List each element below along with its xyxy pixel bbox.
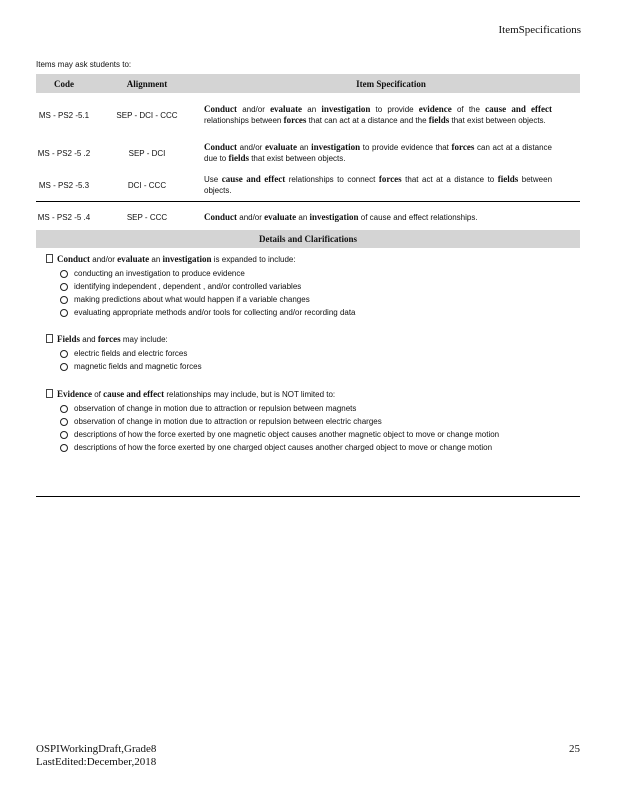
- key-term: Conduct: [204, 104, 238, 114]
- key-term: evaluate: [117, 254, 150, 264]
- row-alignment: DCI - CCC: [92, 169, 202, 202]
- col-header-code: Code: [36, 74, 92, 93]
- intro-text: Items may ask students to:: [36, 60, 132, 69]
- row-code: MS - PS2 -5 .4: [37, 212, 91, 222]
- key-term: Fields: [57, 334, 81, 344]
- circle-bullet-icon: [60, 405, 68, 413]
- row-alignment: SEP - CCC: [126, 212, 168, 222]
- key-term: investigation: [321, 104, 371, 114]
- key-term: cause and effect: [103, 389, 165, 399]
- key-term: Conduct: [204, 211, 238, 222]
- circle-bullet-icon: [60, 296, 68, 304]
- list-item: conducting an investigation to produce evidence: [60, 267, 566, 280]
- text-run: and/or: [237, 212, 265, 222]
- text-run: that act at a distance to: [401, 175, 498, 184]
- key-term: Conduct: [57, 254, 91, 264]
- page-header: ItemSpecifications: [498, 24, 581, 36]
- row-alignment: SEP - DCI: [128, 148, 166, 158]
- text-run: an: [296, 212, 310, 222]
- key-term: fields: [497, 174, 519, 184]
- key-term: Conduct: [204, 142, 238, 152]
- text-run: between objects.: [204, 175, 553, 195]
- text-run: can act at a distance due to: [204, 143, 552, 163]
- details-section-fields-forces: [46, 334, 566, 373]
- details-section-investigation: [46, 254, 566, 319]
- checkbox-bullet-icon: [46, 334, 53, 343]
- circle-bullet-icon: [60, 350, 68, 358]
- list-item: observation of change in motion due to attraction or repulsion between magnets: [60, 402, 566, 415]
- text-run: and/or: [237, 143, 265, 152]
- col-header-spec: Item Specification: [202, 74, 580, 93]
- details-title: Details and Clarifications: [36, 230, 580, 248]
- section-heading: [46, 334, 566, 344]
- key-term: forces: [451, 142, 475, 152]
- text-run: to provide: [370, 105, 419, 114]
- text-run: to provide evidence that: [360, 143, 452, 152]
- key-term: investigation: [311, 142, 361, 152]
- text-run: and/or: [90, 255, 118, 264]
- footer-draft-label: OSPIWorkingDraft,Grade8: [36, 743, 157, 755]
- text-run: relationships may include, but is NOT limited to:: [164, 390, 336, 399]
- text-run: an: [149, 255, 163, 264]
- circle-bullet-icon: [60, 270, 68, 278]
- list-item: descriptions of how the force exerted by one magnetic object causes another magnetic object to move or change motion: [60, 428, 566, 441]
- key-term: forces: [283, 115, 307, 125]
- list-item: magnetic fields and magnetic forces: [60, 360, 566, 373]
- text-run: relationships between: [204, 116, 284, 125]
- table-row: [36, 93, 580, 137]
- text-run: of: [92, 390, 104, 399]
- checkbox-bullet-icon: [46, 389, 53, 398]
- text-run: relationships to connect: [285, 175, 379, 184]
- list-item: making predictions about what would happen if a variable changes: [60, 293, 566, 306]
- row-code: MS - PS2 -5.3: [36, 169, 92, 202]
- row-spec: [202, 93, 580, 137]
- text-run: may include:: [120, 335, 168, 344]
- item-spec-table: [36, 74, 580, 232]
- row-spec: [202, 202, 580, 233]
- text-run: an: [296, 143, 312, 152]
- text-run: is expanded to include:: [211, 255, 296, 264]
- key-term: Evidence: [57, 389, 92, 399]
- text-run: an: [302, 105, 322, 114]
- text-run: and: [80, 335, 98, 344]
- row-spec: [202, 169, 580, 202]
- row-spec: [202, 137, 580, 169]
- circle-bullet-icon: [60, 309, 68, 317]
- row-code: MS - PS2 -5 .2: [37, 148, 91, 158]
- key-term: evaluate: [264, 142, 297, 152]
- text-run: of cause and effect relationships.: [358, 212, 478, 222]
- text-run: and/or: [237, 105, 271, 114]
- text-run: of the: [451, 105, 486, 114]
- text-run: Use: [204, 175, 222, 184]
- col-header-alignment: Alignment: [92, 74, 202, 93]
- section-heading: [46, 389, 566, 399]
- text-run: that can act at a distance and the: [306, 116, 429, 125]
- text-run: that exist between objects.: [449, 116, 546, 125]
- list-item: observation of change in motion due to attraction or repulsion between electric charges: [60, 415, 566, 428]
- page-footer: [36, 743, 156, 769]
- footer-edited-label: LastEdited:December,2018: [36, 756, 157, 768]
- key-term: forces: [378, 174, 402, 184]
- key-term: investigation: [162, 254, 212, 264]
- page-number: 25: [569, 743, 580, 755]
- key-term: fields: [428, 115, 450, 125]
- key-term: investigation: [309, 211, 359, 222]
- list-item: electric fields and electric forces: [60, 347, 566, 360]
- section-divider: [36, 496, 580, 497]
- list-item: descriptions of how the force exerted by one charged object causes another charged object to move or change motion: [60, 441, 566, 454]
- circle-bullet-icon: [60, 418, 68, 426]
- row-alignment: SEP - DCI - CCC: [116, 110, 178, 120]
- section-heading: [46, 254, 566, 264]
- row-code: MS - PS2 -5.1: [38, 110, 90, 120]
- details-section-evidence: [46, 389, 566, 454]
- circle-bullet-icon: [60, 431, 68, 439]
- key-term: evaluate: [264, 211, 297, 222]
- table-row: [36, 169, 580, 202]
- key-term: cause and effect: [485, 104, 553, 114]
- text-run: that exist between objects.: [248, 154, 346, 163]
- list-item: evaluating appropriate methods and/or tools for collecting and/or recording data: [60, 306, 566, 319]
- key-term: forces: [97, 334, 121, 344]
- key-term: evidence: [418, 104, 452, 114]
- key-term: cause and effect: [221, 174, 286, 184]
- circle-bullet-icon: [60, 283, 68, 291]
- circle-bullet-icon: [60, 363, 68, 371]
- key-term: fields: [228, 153, 249, 163]
- circle-bullet-icon: [60, 444, 68, 452]
- key-term: evaluate: [270, 104, 303, 114]
- list-item: identifying independent , dependent , and/or controlled variables: [60, 280, 566, 293]
- table-row: [36, 137, 580, 169]
- table-row: [36, 202, 580, 233]
- checkbox-bullet-icon: [46, 254, 53, 263]
